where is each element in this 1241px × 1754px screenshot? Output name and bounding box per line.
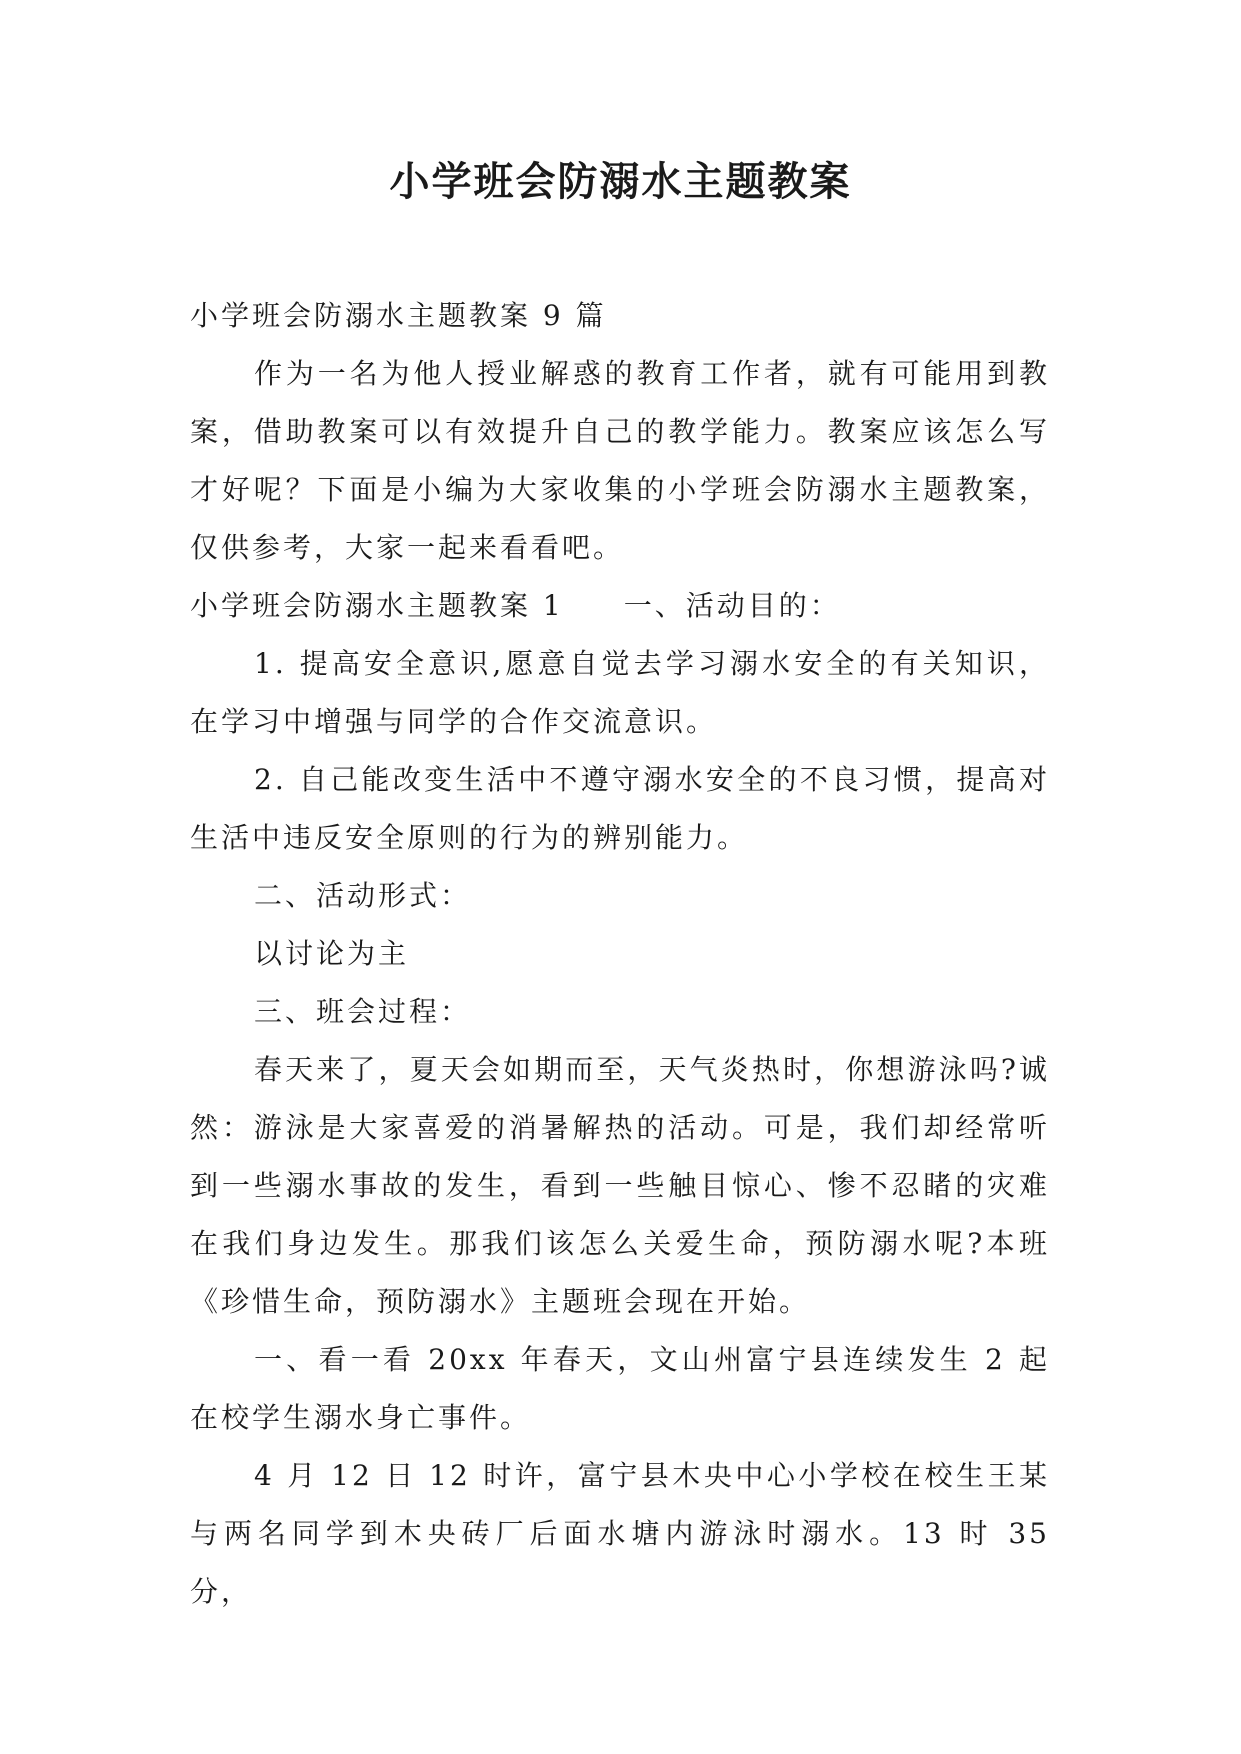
page-title: 小学班会防溺水主题教案	[389, 158, 852, 205]
goal-item-1: 1. 提高安全意识,愿意自觉去学习溺水安全的有关知识，在学习中增强与同学的合作交流意识。	[190, 647, 1050, 738]
look-section-paragraph: 一、看一看 20xx 年春天，文山州富宁县连续发生 2 起在校学生溺水身亡事件。	[190, 1343, 1050, 1434]
activity-form-heading: 二、活动形式：	[254, 879, 472, 912]
case-paragraph: 4 月 12 日 12 时许，富宁县木央中心小学校在校生王某与两名同学到木央砖厂后面水塘内游泳时溺水。13 时 35 分，	[190, 1459, 1050, 1608]
meeting-process-heading: 三、班会过程：	[254, 995, 472, 1028]
document-subtitle: 小学班会防溺水主题教案 9 篇	[190, 299, 607, 332]
section-1-heading	[190, 577, 1050, 635]
document-body	[190, 287, 1050, 1621]
intro-paragraph: 作为一名为他人授业解惑的教育工作者，就有可能用到教案，借助教案可以有效提升自己的教学能力。教案应该怎么写才好呢？下面是小编为大家收集的小学班会防溺水主题教案，仅供参考，大家一起来看看吧。	[190, 357, 1050, 564]
goal-item-2: 2. 自己能改变生活中不遵守溺水安全的不良习惯，提高对生活中违反安全原则的行为的辨别能力。	[190, 763, 1050, 854]
meeting-process-paragraph: 春天来了，夏天会如期而至，天气炎热时，你想游泳吗?诚然：游泳是大家喜爱的消暑解热的活动。可是，我们却经常听到一些溺水事故的发生，看到一些触目惊心、惨不忍睹的灾难在我们身边发生。那我们该怎么关爱生命，预防溺水呢?本班《珍惜生命，预防溺水》主题班会现在开始。	[190, 1053, 1050, 1318]
activity-form-text: 以讨论为主	[254, 937, 410, 970]
activity-goal-heading: 一、活动目的：	[623, 589, 841, 622]
section-1-title: 小学班会防溺水主题教案 1	[190, 589, 564, 622]
